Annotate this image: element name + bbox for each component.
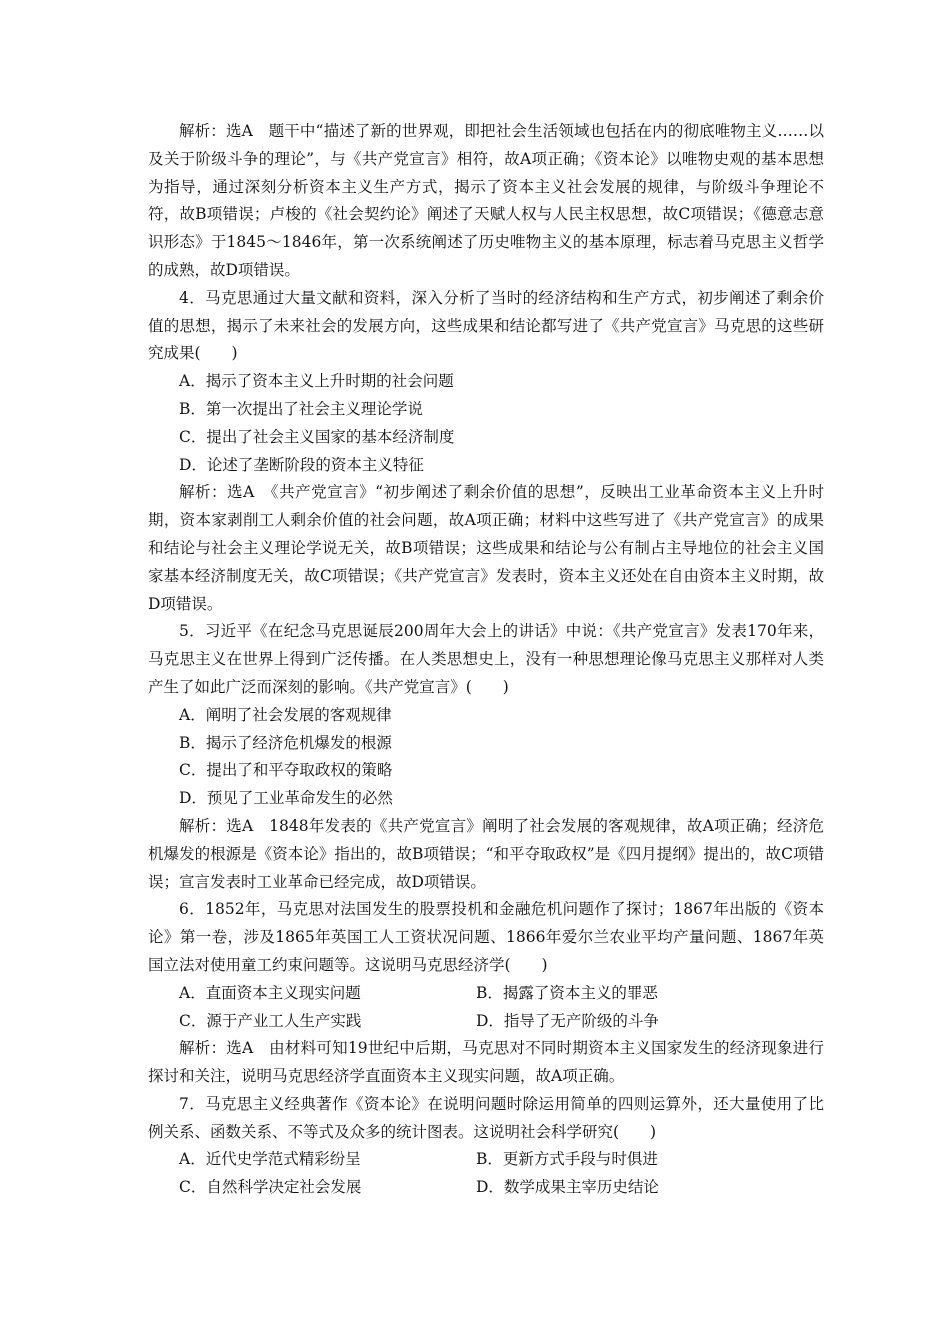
q6-stem: 6．1852年，马克思对法国发生的股票投机和金融危机问题作了探讨；1867年出版的《资本论》第一卷，涉及1865年英国工人工资状况问题、1866年爱尔兰农业平均产量问题、1867年英国立法对使用童工约束问题等。这说明马克思经济学( ) <box>148 900 824 974</box>
q7-option-b: B．更新方式手段与时俱进 <box>476 1150 658 1169</box>
q4-option-d: D．论述了垄断阶段的资本主义特征 <box>179 455 424 474</box>
q7-option-c: C．自然科学决定社会发展 <box>179 1178 362 1197</box>
page-content <box>148 118 824 1202</box>
q6-explanation: 解析：选A 由材料可知19世纪中后期，马克思对不同时期资本主义国家发生的经济现象进行探讨和关注，说明马克思经济学直面资本主义现实问题，故A项正确。 <box>148 1039 824 1086</box>
q7-option-d: D．数学成果主宰历史结论 <box>476 1178 659 1197</box>
q4-explanation: 解析：选A 《共产党宣言》“初步阐述了剩余价值的思想”，反映出工业革命资本主义上升时期，资本家剥削工人剩余价值的社会问题，故A项正确；材料中这些写进了《共产党宣言》的成果和结论与社会主义理论学说无关，故B项错误；这些成果和结论与公有制占主导地位的社会主义国家基本经济制度无关，故C项错误；《共产党宣言》发表时，资本主义还处在自由资本主义时期，故D项错误。 <box>148 483 824 613</box>
q5-explanation: 解析：选A 1848年发表的《共产党宣言》阐明了社会发展的客观规律，故A项正确；经济危机爆发的根源是《资本论》指出的，故B项错误；“和平夺取政权”是《四月提纲》提出的，故C项错误；宣言发表时工业革命已经完成，故D项错误。 <box>148 816 824 891</box>
q6-option-b: B．揭露了资本主义的罪恶 <box>476 983 658 1002</box>
q6-options-row-2 <box>148 1008 824 1036</box>
q3-explanation: 解析：选A 题干中“描述了新的世界观，即把社会生活领域也包括在内的彻底唯物主义……以及关于阶级斗争的理论”，与《共产党宣言》相符，故A项正确；《资本论》以唯物史观的基本思想为指导，通过深刻分析资本主义生产方式，揭示了资本主义社会发展的规律，与阶级斗争理论不符，故B项错误；卢梭的《社会契约论》阐述了天赋人权与人民主权思想，故C项错误；《德意志意识形态》于1845～1846年，第一次系统阐述了历史唯物主义的基本原理，标志着马克思主义哲学的成熟，故D项错误。 <box>148 122 824 279</box>
q4-option-b: B．第一次提出了社会主义理论学说 <box>179 399 423 418</box>
q4-option-a: A．揭示了资本主义上升时期的社会问题 <box>179 372 454 391</box>
q5-option-a: A．阐明了社会发展的客观规律 <box>179 705 392 724</box>
q6-options-row-1 <box>148 980 824 1008</box>
q6-option-a: A．直面资本主义现实问题 <box>179 983 361 1002</box>
q5-option-c: C．提出了和平夺取政权的策略 <box>179 761 393 780</box>
q7-options-row-2 <box>148 1174 824 1202</box>
q7-stem: 7．马克思主义经典著作《资本论》在说明问题时除运用简单的四则运算外，还大量使用了比例关系、函数关系、不等式及众多的统计图表。这说明社会科学研究( ) <box>148 1094 824 1141</box>
q7-option-a: A．近代史学范式精彩纷呈 <box>179 1150 361 1169</box>
q5-option-d: D．预见了工业革命发生的必然 <box>179 789 393 808</box>
q6-option-c: C．源于产业工人生产实践 <box>179 1011 362 1030</box>
q4-option-c: C．提出了社会主义国家的基本经济制度 <box>179 427 455 446</box>
q5-option-b: B．揭示了经济危机爆发的根源 <box>179 733 392 752</box>
q4-stem: 4．马克思通过大量文献和资料，深入分析了当时的经济结构和生产方式，初步阐述了剩余价值的思想，揭示了未来社会的发展方向，这些成果和结论都写进了《共产党宣言》马克思的这些研究成果( ) <box>148 288 824 363</box>
q6-option-d: D．指导了无产阶级的斗争 <box>476 1011 659 1030</box>
q7-options-row-1 <box>148 1146 824 1174</box>
q5-stem: 5．习近平《在纪念马克思诞辰200周年大会上的讲话》中说：《共产党宣言》发表170年来，马克思主义在世界上得到广泛传播。在人类思想史上，没有一种思想理论像马克思主义那样对人类产生了如此广泛而深刻的影响。《共产党宣言》( ) <box>148 622 824 696</box>
